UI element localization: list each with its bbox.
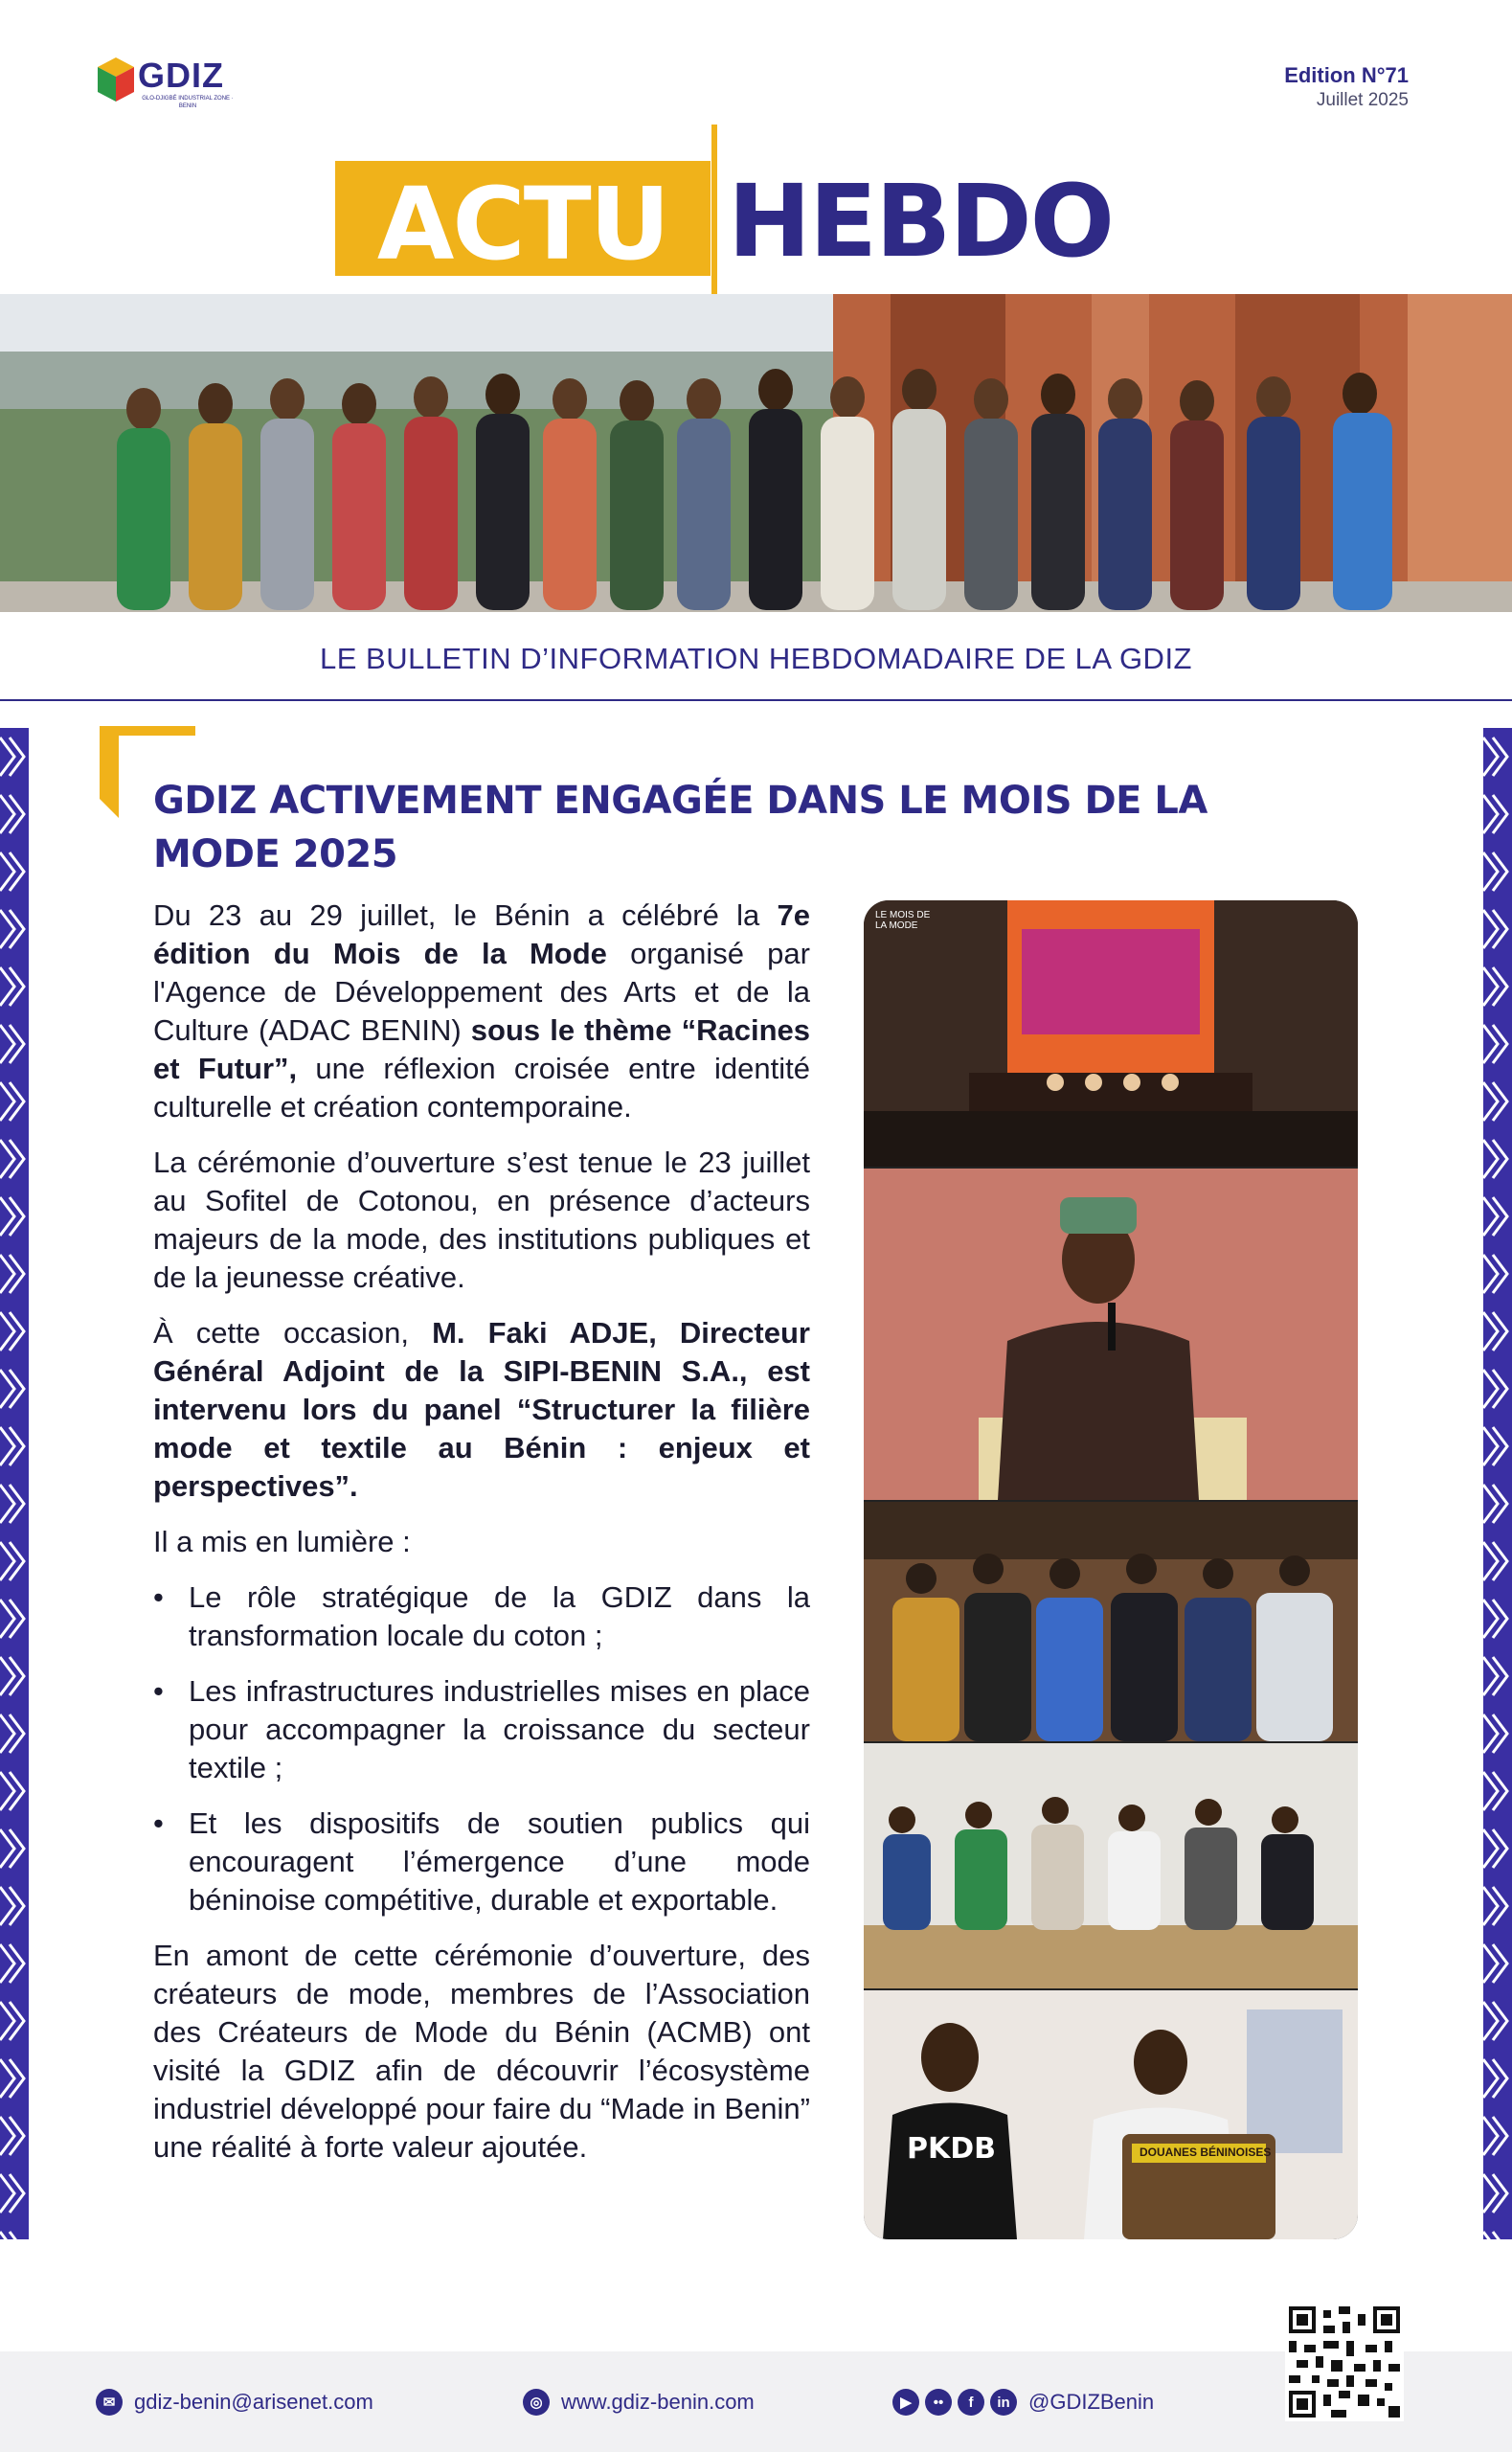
edition-date: Juillet 2025 xyxy=(1316,90,1409,110)
p3-bold-b: M. Faki ADJE, Directeur Général Adjoint de la SIPI-BENIN S.A., est intervenu lors du panel “Structurer la filière mode et textile au Bénin : enjeux et perspectives”. xyxy=(153,1316,810,1503)
edition-number: Edition N°71 xyxy=(1284,63,1409,87)
gdiz-logo xyxy=(96,50,239,117)
left-pattern-border xyxy=(0,728,29,2239)
flickr-icon[interactable]: •• xyxy=(925,2389,952,2416)
list-item: • Les infrastructures industrielles mises en place pour accompagner la croissance du secteur textile ; xyxy=(153,1672,810,1787)
linkedin-icon[interactable]: in xyxy=(990,2389,1017,2416)
paragraph-4: Il a mis en lumière : xyxy=(153,1525,411,1558)
footer-email[interactable] xyxy=(96,2389,373,2416)
list-item: • Et les dispositifs de soutien publics qui encouragent l’émergence d’une mode béninoise compétitive, durable et exportable. xyxy=(153,1805,810,1919)
right-pattern-border xyxy=(1483,728,1512,2239)
masthead-actu-block xyxy=(335,161,711,283)
paragraph-3 xyxy=(153,1314,810,1506)
visit-photo-illustration xyxy=(864,1743,1358,1988)
pattern-icon xyxy=(0,728,29,2239)
footer-social xyxy=(892,2389,1154,2416)
speaker-photo-illustration xyxy=(864,1169,1358,1500)
gdiz-cube-icon xyxy=(96,54,136,109)
paragraph-1 xyxy=(153,897,810,1126)
p1-bold-b: 7e édition du Mois de la Mode xyxy=(153,898,810,970)
masthead xyxy=(335,125,1178,287)
event-logo-text: LE MOIS DE LA MODE xyxy=(875,910,931,931)
photo-visit-group xyxy=(864,1743,1358,1988)
p3-text-a: À cette occasion, xyxy=(153,1316,433,1350)
list-item: • Le rôle stratégique de la GDIZ dans la transformation locale du coton ; xyxy=(153,1578,810,1655)
photo-collage xyxy=(864,900,1358,2239)
p1-text-a: Du 23 au 29 juillet, le Bénin a célébré la xyxy=(153,898,778,932)
masthead-actu: ACTU xyxy=(376,166,669,283)
masthead-hebdo: HEBDO xyxy=(728,163,1114,280)
qr-code[interactable] xyxy=(1285,2303,1404,2421)
pattern-icon xyxy=(1483,728,1512,2239)
article-body xyxy=(153,897,810,2184)
designers-photo-illustration xyxy=(864,1990,1358,2239)
footer-website[interactable] xyxy=(523,2389,755,2416)
youtube-icon[interactable]: ▶ xyxy=(892,2389,919,2416)
globe-icon: ◎ xyxy=(523,2389,550,2416)
edition-info xyxy=(1284,63,1409,111)
website-text[interactable]: www.gdiz-benin.com xyxy=(561,2390,755,2414)
stage-photo-illustration xyxy=(864,900,1358,1167)
logo-tagline: GLO-DJIGBÉ INDUSTRIAL ZONE · BENIN xyxy=(142,96,234,109)
article-headline xyxy=(153,774,1254,881)
shirt-print-text: PKDB xyxy=(907,2132,997,2166)
audience-photo-illustration xyxy=(864,1502,1358,1741)
qr-code-icon xyxy=(1289,2306,1400,2418)
p1-text-c: organisé par l'Agence de Développement des Arts et de la Culture (ADAC BENIN) xyxy=(153,937,810,1047)
photo-designers xyxy=(864,1990,1358,2239)
email-text[interactable]: gdiz-benin@arisenet.com xyxy=(134,2390,373,2414)
bulletin-subtitle: LE BULLETIN D’INFORMATION HEBDOMADAIRE DE LA GDIZ xyxy=(319,642,1192,675)
group-photo-illustration xyxy=(0,294,1512,612)
bullet-list xyxy=(153,1578,810,1919)
photo-speaker xyxy=(864,1169,1358,1500)
paragraph-2: La cérémonie d’ouverture s’est tenue le 23 juillet au Sofitel de Cotonou, en présence d’acteurs majeurs de la mode, des institutions publiques et de la jeunesse créative. xyxy=(153,1146,810,1294)
social-handle-text[interactable]: @GDIZBenin xyxy=(1028,2390,1155,2414)
paragraph-5: En amont de cette cérémonie d’ouverture, des créateurs de mode, membres de l’Association des Créateurs de Mode du Bénin (ACMB) ont visité la GDIZ afin de découvrir l’écosystème industriel développé pour faire du “Made in Benin” une réalité à forte valeur ajoutée. xyxy=(153,1939,810,2164)
facebook-icon[interactable]: f xyxy=(958,2389,984,2416)
envelope-icon: ✉ xyxy=(96,2389,123,2416)
photo-audience xyxy=(864,1502,1358,1741)
headline-line-1: GDIZ ACTIVEMENT ENGAGÉE DANS LE MOIS DE LA xyxy=(153,779,1207,823)
p1-text-e: une réflexion croisée entre identité culturelle et création contemporaine. xyxy=(153,1052,810,1124)
p1-bold-d: sous le thème “Racines et Futur”, xyxy=(153,1013,810,1085)
photo-panel-stage xyxy=(864,900,1358,1167)
hero-group-photo xyxy=(0,294,1512,612)
headline-line-2: MODE 2025 xyxy=(153,832,398,876)
logo-wordmark: GDIZ xyxy=(138,56,224,95)
masthead-divider xyxy=(711,125,717,297)
subtitle-divider xyxy=(0,699,1512,701)
jacket-print-text: DOUANES BÉNINOISES xyxy=(1140,2146,1272,2159)
